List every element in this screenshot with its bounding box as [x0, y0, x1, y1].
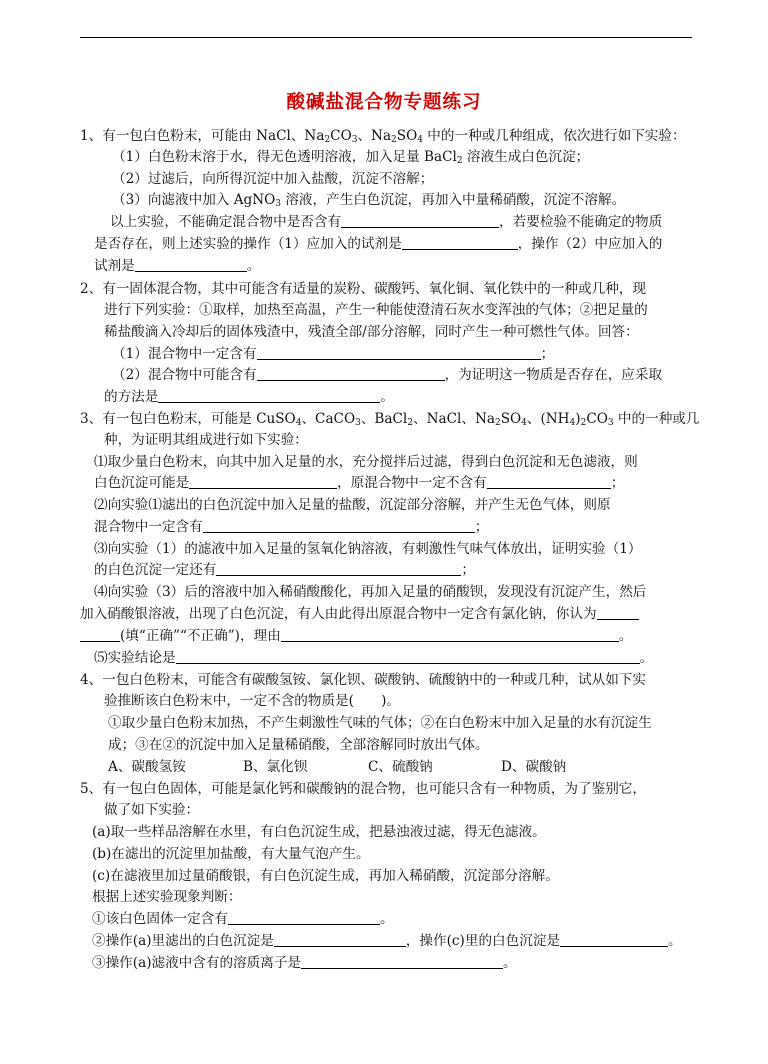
- answer-blank[interactable]: [189, 474, 337, 489]
- header-rule: [80, 37, 692, 38]
- q5-step-b: (b)在滤出的沉淀里加盐酸，有大量气泡产生。: [92, 846, 370, 862]
- answer-blank[interactable]: [203, 518, 475, 533]
- answer-blank[interactable]: [80, 627, 120, 642]
- answer-blank[interactable]: [176, 649, 640, 664]
- q3-exp-1-line-2: 白色沉淀可能是 ，原混合物中一定不含有 ；: [94, 475, 625, 491]
- q3-exp-3-line-2: 的白色沉淀一定还有 ；: [94, 562, 475, 578]
- q4-stem-3: ①取少量白色粉末加热，不产生刺激性气味的气体；②在白色粉末中加入足量的水有沉淀生: [108, 715, 652, 731]
- q4-stem-1: 4、一包白色粉末，可能含有碳酸氢铵、氯化钡、碳酸钠、硫酸钠中的一种或几种，试从如下实: [80, 672, 646, 688]
- q5-step-c: (c)在滤液里加过量硝酸银，有白色沉淀生成，再加入稀硝酸，沉淀部分溶解。: [92, 868, 559, 884]
- answer-blank[interactable]: [597, 605, 639, 620]
- q5-result-1: ①该白色固体一定含有 。: [92, 911, 394, 927]
- q1-stem: 1、有一包白色粉末，可能由 NaCl、$Na_2CO_3$、$Na_2SO_4$ 中的一种或几种组成，依次进行如下实验：: [80, 128, 686, 145]
- q3-exp-2-line-1: ⑵向实验⑴滤出的白色沉淀中加入足量的盐酸，沉淀部分溶解，并产生无色气体，则原: [94, 497, 611, 513]
- q1-prompt-2: 是否存在，则上述实验的操作（1）应加入的试剂是 ，操作（2）中应加入的: [94, 236, 663, 252]
- q4-option-b[interactable]: B、氯化钡: [243, 759, 308, 775]
- page-title: 酸碱盐混合物专题练习: [286, 92, 482, 113]
- answer-blank[interactable]: [301, 954, 503, 969]
- q1-step-1: （1）白色粉末溶于水，得无色透明溶液，加入足量 BaCl$_2$ 溶液生成白色沉淀；: [112, 149, 590, 166]
- q5-stem-1: 5、有一包白色固体，可能是氯化钙和碳酸钠的混合物，也可能只含有一种物质，为了鉴别它，: [80, 781, 646, 797]
- answer-blank[interactable]: [216, 561, 461, 576]
- q1-step-3: （3）向滤液中加入 AgNO$_3$ 溶液，产生白色沉淀，再加入中量稀硝酸，沉淀不溶解。: [112, 192, 626, 209]
- q5-stem-2: 做了如下实验：: [104, 802, 200, 818]
- q4-option-d[interactable]: D、碳酸钠: [501, 759, 567, 775]
- q5-result-2: ②操作(a)里滤出的白色沉淀是 ，操作(c)里的白色沉淀是 。: [92, 933, 682, 949]
- answer-blank[interactable]: [274, 932, 406, 947]
- answer-blank[interactable]: [257, 366, 445, 381]
- answer-blank[interactable]: [560, 932, 668, 947]
- q3-exp-4-line-3: (填“正确”“不正确”)，理由 。: [80, 627, 632, 645]
- q3-stem-2: 种，为证明其组成进行如下实验：: [104, 432, 308, 448]
- q2-answer-3: 的方法是 。: [104, 389, 394, 405]
- q5-step-a: (a)取一些样品溶解在水里，有白色沉淀生成，把悬浊液过滤，得无色滤液。: [92, 824, 546, 840]
- q2-stem-2: 进行下列实验：①取样，加热至高温，产生一种能使澄清石灰水变浑浊的气体；②把足量的: [104, 302, 648, 318]
- q2-stem-1: 2、有一固体混合物，其中可能含有适量的炭粉、碳酸钙、氧化铜、氧化铁中的一种或几种，现: [80, 281, 646, 297]
- q3-exp-1-line-1: ⑴取少量白色粉末，向其中加入足量的水，充分搅拌后过滤，得到白色沉淀和无色滤液，则: [94, 454, 638, 470]
- answer-blank[interactable]: [341, 213, 499, 228]
- q2-stem-3: 稀盐酸滴入冷却后的固体残渣中，残渣全部/部分溶解，同时产生一种可燃性气体。回答：: [104, 324, 639, 340]
- answer-blank[interactable]: [281, 627, 619, 642]
- q4-stem-2: 验推断该白色粉末中，一定不含的物质是( )。: [104, 693, 401, 709]
- q4-option-c[interactable]: C、硫酸钠: [368, 759, 433, 775]
- q2-answer-2: （2）混合物中可能含有 ，为证明这一物质是否存在，应采取: [112, 367, 663, 383]
- q4-stem-4: 成；③在②的沉淀中加入足量稀硝酸，全部溶解同时放出气体。: [108, 737, 489, 753]
- answer-blank[interactable]: [487, 474, 611, 489]
- answer-blank[interactable]: [257, 345, 541, 360]
- q1-step-2: （2）过滤后，向所得沉淀中加入盐酸，沉淀不溶解；: [112, 171, 434, 187]
- q4-option-a[interactable]: A、碳酸氢铵: [108, 759, 186, 775]
- q5-judge: 根据上述实验现象判断：: [92, 889, 242, 905]
- q3-stem-1: 3、有一包白色粉末，可能是 CuSO$_4$、CaCO$_3$、BaCl$_2$、NaCl、$Na_2SO_4$、$(NH_4)_2CO_3$ 中的一种或几: [80, 411, 700, 428]
- q3-exp-4-line-1: ⑷向实验（3）后的溶液中加入稀硝酸酸化，再加入足量的硝酸钡，发现没有沉淀产生，然后: [94, 584, 647, 600]
- answer-blank[interactable]: [228, 910, 380, 925]
- q1-prompt-1: 以上实验，不能确定混合物中是否含有 ，若要检验不能确定的物质: [110, 214, 663, 230]
- answer-blank[interactable]: [135, 257, 247, 272]
- q5-result-3: ③操作(a)滤液中含有的溶质离子是 。: [92, 955, 517, 971]
- q2-answer-1: （1）混合物中一定含有 ；: [112, 346, 555, 362]
- q3-exp-3-line-1: ⑶向实验（1）的滤液中加入足量的氢氧化钠溶液，有刺激性气味气体放出，证明实验（1）: [94, 541, 642, 557]
- q3-conclusion: ⑸实验结论是 。: [94, 650, 654, 666]
- q3-exp-4-line-2: 加入硝酸银溶液，出现了白色沉淀，有人由此得出原混合物中一定含有氯化钠，你认为: [80, 605, 639, 623]
- q3-exp-2-line-2: 混合物中一定含有 ；: [94, 519, 489, 535]
- answer-blank[interactable]: [158, 388, 380, 403]
- answer-blank[interactable]: [402, 235, 518, 250]
- q1-prompt-3: 试剂是 。: [94, 258, 261, 274]
